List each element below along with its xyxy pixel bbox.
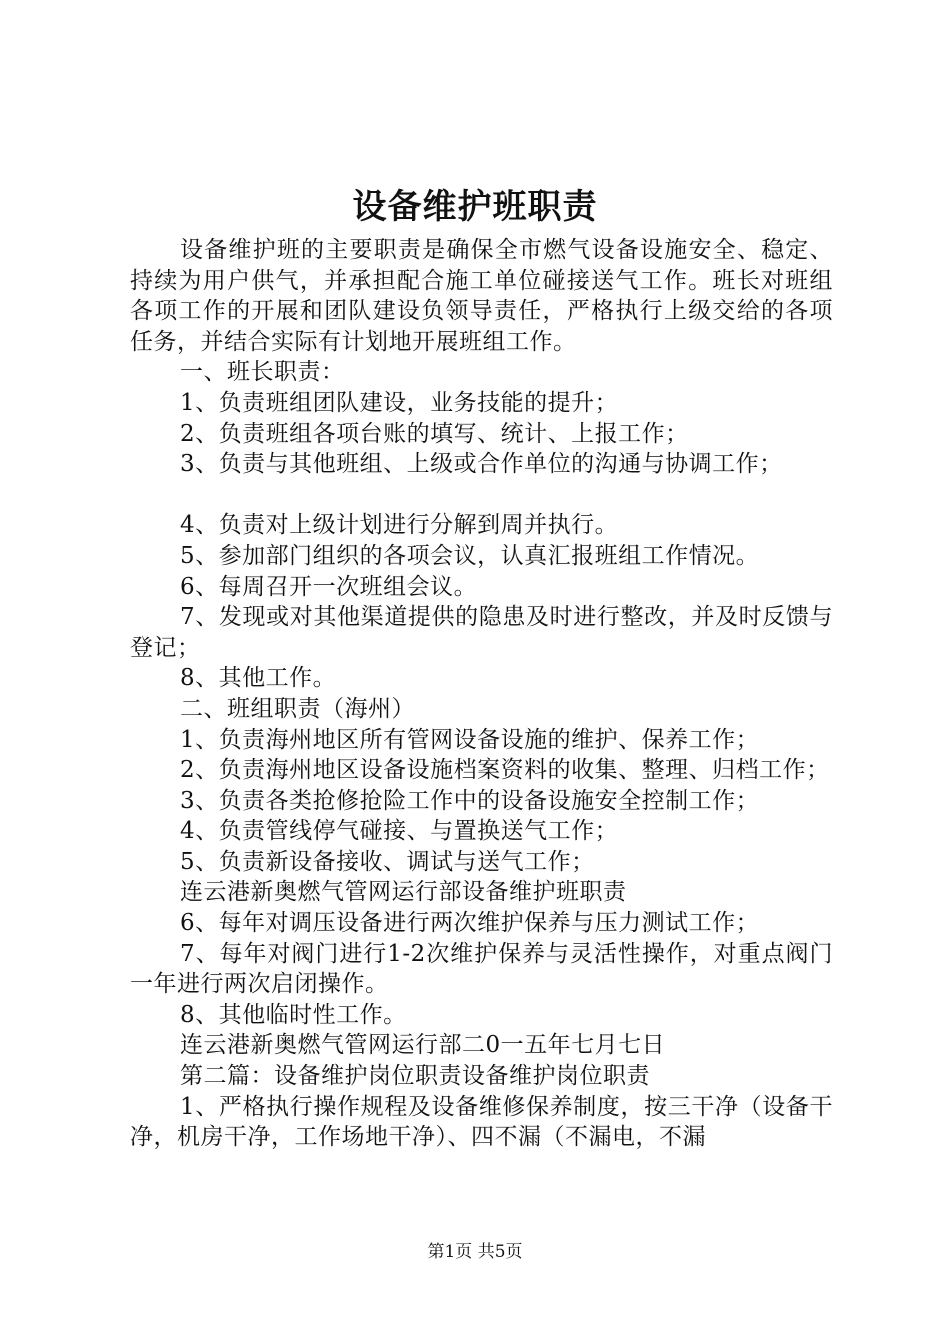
team-duty-item: 2、负责海州地区设备设施档案资料的收集、整理、归档工作； — [180, 757, 830, 784]
document-body — [130, 235, 833, 1153]
team-duty-item: 1、负责海州地区所有管网设备设施的维护、保养工作； — [180, 726, 760, 753]
leader-duty-item: 1、负责班组团队建设，业务技能的提升； — [180, 389, 619, 416]
team-duty-item: 6、每年对调压设备进行两次维护保养与压力测试工作； — [180, 910, 760, 937]
blank-line — [130, 480, 833, 511]
signature-date-line: 连云港新奥燃气管网运行部二0一五年七月七日 — [180, 1032, 666, 1059]
org-line: 连云港新奥燃气管网运行部设备维护班职责 — [180, 879, 627, 906]
leader-duty-item: 7、发现或对其他渠道提供的隐患及时进行整改，并及时反馈与登记； — [130, 604, 833, 661]
second-chapter-item: 1、严格执行操作规程及设备维修保养制度，按三干净（设备干净，机房干净，工作场地干净）、四不漏（不漏电，不漏 — [130, 1093, 833, 1151]
section-heading-team-duties: 二、班组职责（海州） — [180, 695, 415, 722]
team-duty-item: 7、每年对阀门进行1-2次维护保养与灵活性操作，对重点阀门一年进行两次启闭操作。 — [130, 940, 833, 998]
leader-duty-item: 3、负责与其他班组、上级或合作单位的沟通与协调工作； — [180, 451, 783, 478]
leader-duty-item: 5、参加部门组织的各项会议，认真汇报班组工作情况。 — [180, 542, 760, 569]
leader-duty-item: 6、每周召开一次班组会议。 — [180, 573, 478, 600]
section-heading-second-chapter: 第二篇：设备维护岗位职责设备维护岗位职责 — [180, 1063, 650, 1090]
team-duty-item: 5、负责新设备接收、调试与送气工作； — [180, 848, 595, 875]
leader-duty-item: 8、其他工作。 — [180, 665, 337, 692]
team-duty-item: 8、其他临时性工作。 — [180, 1001, 407, 1028]
page-footer: 第1页 共5页 — [427, 1242, 523, 1262]
section-heading-leader-duties: 一、班长职责： — [180, 359, 345, 386]
leader-duty-item: 4、负责对上级计划进行分解到周并执行。 — [180, 512, 619, 539]
leader-duty-item: 2、负责班组各项台账的填写、统计、上报工作； — [180, 420, 689, 447]
team-duty-item: 3、负责各类抢修抢险工作中的设备设施安全控制工作； — [180, 787, 760, 814]
intro-paragraph: 设备维护班的主要职责是确保全市燃气设备设施安全、稳定、持续为用户供气，并承担配合施工单位碰接送气工作。班长对班组各项工作的开展和团队建设负领导责任，严格执行上级交给的各项任务，并结合实际有计划地开展班组工作。 — [130, 237, 833, 355]
document-title: 设备维护班职责 — [352, 187, 598, 227]
team-duty-item: 4、负责管线停气碰接、与置换送气工作； — [180, 818, 619, 845]
